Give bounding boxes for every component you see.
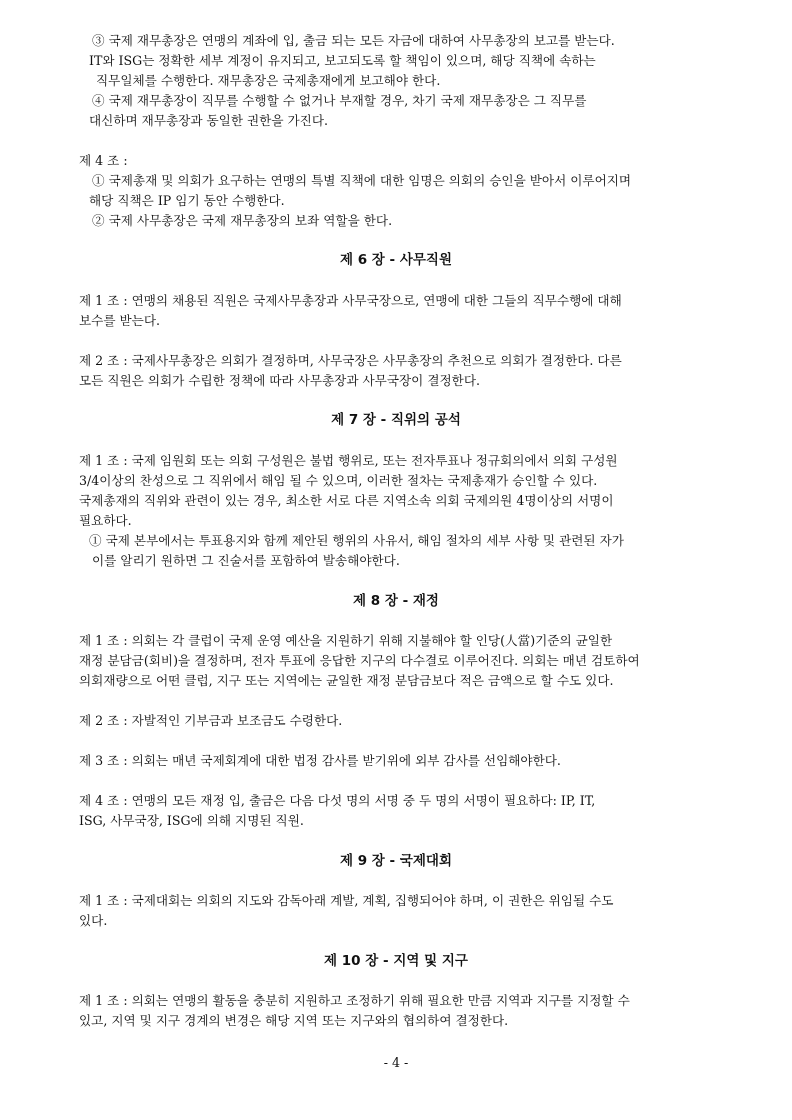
body-line: 제 1 조 : 의회는 연맹의 활동을 충분히 지원하고 조정하기 위해 필요한 만큼 지역과 지구를 지정할 수 <box>79 993 630 1008</box>
body-line: 대신하며 재무총장과 동일한 권한을 가진다. <box>89 113 328 128</box>
body-line: 제 4 조 : 연맹의 모든 재정 입, 출금은 다음 다섯 명의 서명 중 두 명의 서명이 필요하다: IP, IT, <box>79 793 596 808</box>
body-line: 직무일체를 수행한다. 재무총장은 국제총재에게 보고해야 한다. <box>96 73 441 88</box>
chapter-heading: 제 6 장 - 사무직원 <box>339 252 453 268</box>
body-line: ISG, 사무국장, ISG에 의해 지명된 직원. <box>79 813 304 828</box>
body-line: 제 1 조 : 국제대회는 의회의 지도와 감독아래 계발, 계획, 집행되어야 하며, 이 권한은 위임될 수도 <box>79 893 614 908</box>
body-line: 보수를 받는다. <box>79 313 160 328</box>
chapter-heading: 제 8 장 - 재정 <box>353 593 439 609</box>
body-line: 제 3 조 : 의회는 매년 국제회계에 대한 법정 감사를 받기위에 외부 감사를 선임해야한다. <box>79 753 561 768</box>
body-line: ① 국제 본부에서는 투표용지와 함께 제안된 행위의 사유서, 해임 절차의 세부 사항 및 관련된 자가 <box>89 533 624 548</box>
body-line: IT와 ISG는 정확한 세부 계정이 유지되고, 보고되도록 할 책임이 있으며, 해당 직책에 속하는 <box>89 53 596 68</box>
chapter-heading: 제 9 장 - 국제대회 <box>339 853 453 869</box>
chapter-heading: 제 10 장 - 지역 및 지구 <box>324 953 468 969</box>
body-line: 제 2 조 : 자발적인 기부금과 보조금도 수령한다. <box>79 713 343 728</box>
body-line: 있고, 지역 및 지구 경계의 변경은 해당 지역 또는 지구와의 협의하여 결정한다. <box>79 1013 509 1028</box>
body-line: 이를 알리기 원하면 그 진술서를 포함하여 발송해야한다. <box>92 553 400 568</box>
article-label: 제 4 조 : <box>79 153 128 168</box>
body-line: ④ 국제 재무총장이 직무를 수행할 수 없거나 부재할 경우, 차기 국제 재무총장은 그 직무를 <box>92 93 587 108</box>
body-line: 모든 직원은 의회가 수립한 정책에 따라 사무총장과 사무국장이 결정한다. <box>79 373 480 388</box>
body-line: 해당 직책은 IP 임기 동안 수행한다. <box>89 193 285 208</box>
body-line: 필요하다. <box>79 513 132 528</box>
body-line: 제 1 조 : 국제 임원회 또는 의회 구성원은 불법 행위로, 또는 전자투표나 정규회의에서 의회 구성원 <box>79 453 618 468</box>
body-line: 제 2 조 : 국제사무총장은 의회가 결정하며, 사무국장은 사무총장의 추천으로 의회가 결정한다. 다른 <box>79 353 622 368</box>
body-line: 재정 분담금(회비)을 결정하며, 전자 투표에 응답한 지구의 다수결로 이루어진다. 의회는 매년 검토하여 <box>79 653 640 668</box>
body-line: ③ 국제 재무총장은 연맹의 계좌에 입, 출금 되는 모든 자금에 대하여 사무총장의 보고를 받는다. <box>92 33 615 48</box>
body-line: ② 국제 사무총장은 국제 재무총장의 보좌 역할을 한다. <box>92 213 393 228</box>
body-line: 3/4이상의 찬성으로 그 직위에서 해임 될 수 있으며, 이러한 절차는 국제총재가 승인할 수 있다. <box>79 473 598 488</box>
body-line: 제 1 조 : 연맹의 채용된 직원은 국제사무총장과 사무국장으로, 연맹에 대한 그들의 직무수행에 대해 <box>79 293 622 308</box>
chapter-heading: 제 7 장 - 직위의 공석 <box>331 412 461 428</box>
body-line: 있다. <box>79 913 108 928</box>
body-line: 의회재량으로 어떤 클럽, 지구 또는 지역에는 균일한 재정 분담금보다 적은 금액으로 할 수도 있다. <box>79 673 614 688</box>
body-line: ① 국제총재 및 의회가 요구하는 연맹의 특별 직책에 대한 임명은 의회의 승인을 받아서 이루어지며 <box>92 173 632 188</box>
page-number: - 4 - <box>383 1055 409 1070</box>
body-line: 국제총재의 직위와 관련이 있는 경우, 최소한 서로 다른 지역소속 의회 국제의원 4명이상의 서명이 <box>79 493 614 508</box>
body-line: 제 1 조 : 의회는 각 클럽이 국제 운영 예산을 지원하기 위해 지불해야 할 인당(人當)기준의 균일한 <box>79 633 613 648</box>
